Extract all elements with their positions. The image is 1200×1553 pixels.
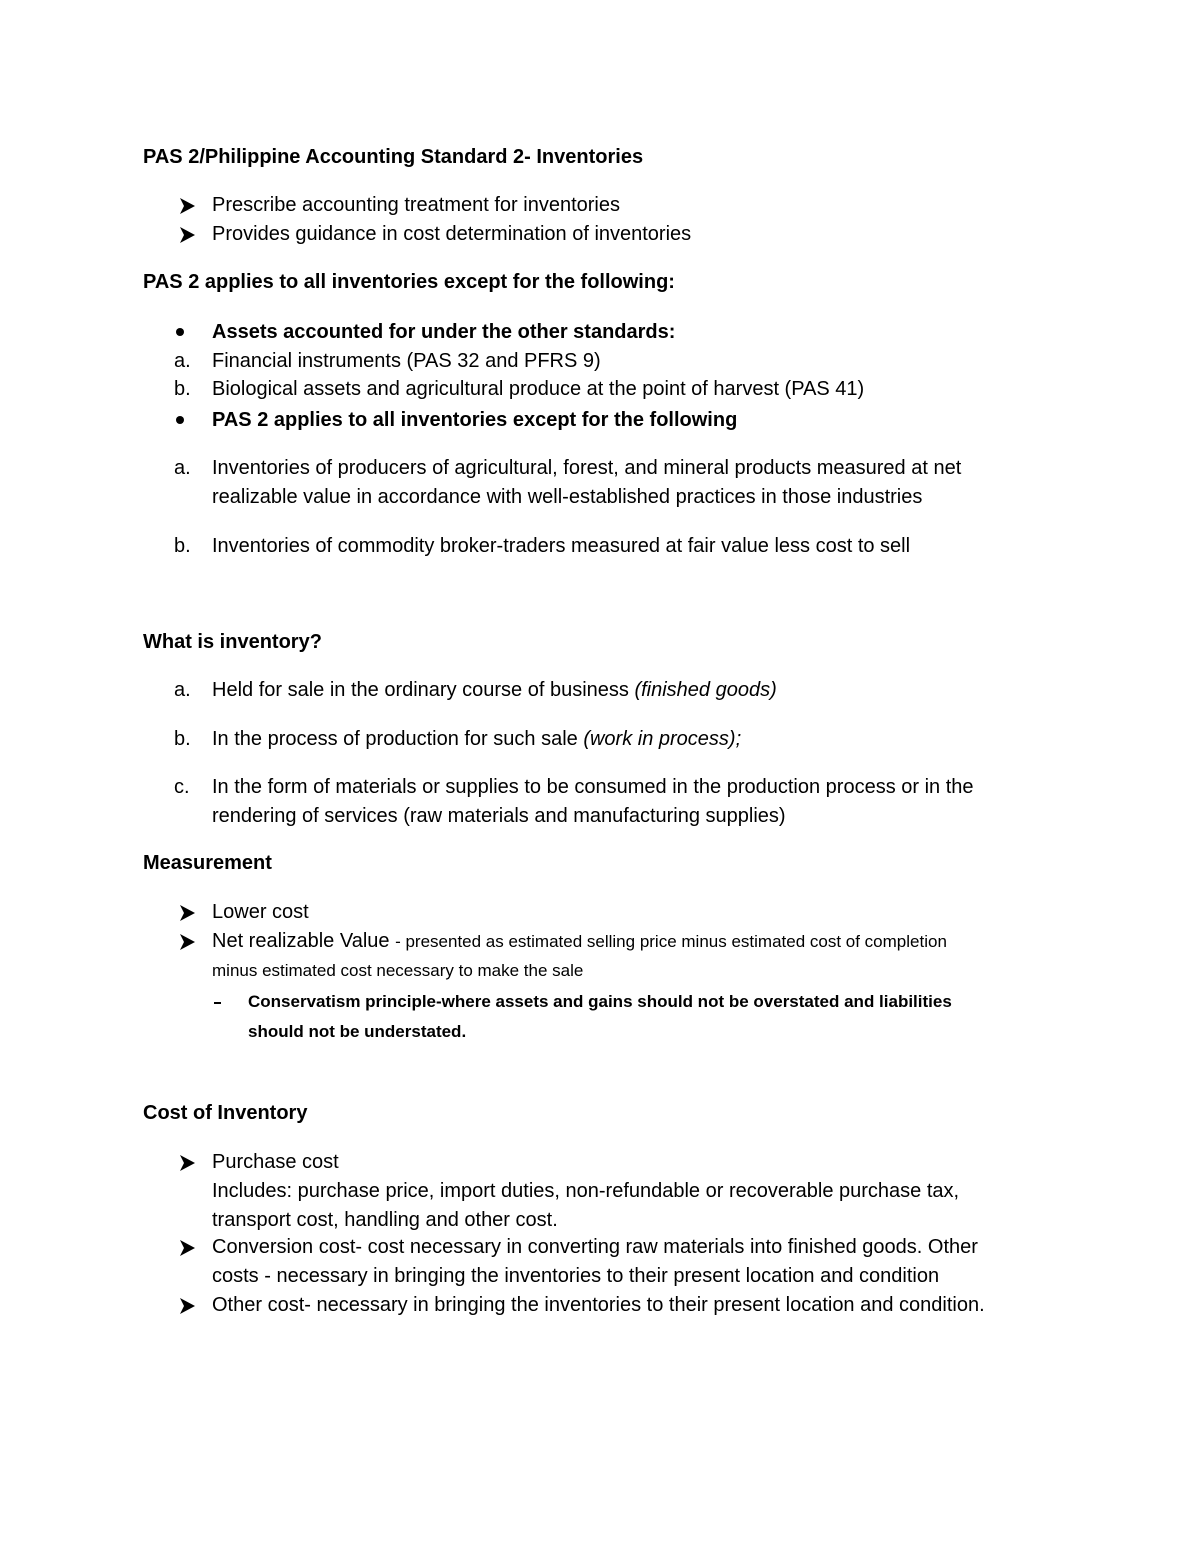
what-item-text: In the process of production for such sale: [212, 728, 584, 750]
list-marker: c.: [174, 776, 190, 798]
what-item: In the form of materials or supplies to be consumed in the production process or in the: [212, 776, 974, 798]
list-marker: a.: [174, 679, 191, 701]
scope-bullet: Assets accounted for under the other standards:: [212, 321, 676, 343]
what-heading: What is inventory?: [143, 631, 322, 653]
cost-item-continued: Includes: purchase price, import duties, non-refundable or recoverable purchase tax,: [212, 1180, 960, 1202]
scope-bullet: PAS 2 applies to all inventories except for the following: [212, 409, 738, 431]
list-marker: b.: [174, 728, 191, 750]
what-item-text: Held for sale in the ordinary course of business: [212, 679, 635, 701]
measurement-subitem: Conservatism principle-where assets and gains should not be overstated and liabilities: [248, 992, 952, 1011]
scope-item: Financial instruments (PAS 32 and PFRS 9): [212, 350, 601, 372]
cost-item: Other cost- necessary in bringing the inventories to their present location and condition.: [212, 1294, 985, 1316]
bullet-dot-icon: [176, 416, 184, 424]
what-item: [212, 726, 741, 752]
scope-item-continued: realizable value in accordance with well-established practices in those industries: [212, 486, 923, 508]
bullet-dot-icon: [176, 328, 184, 336]
what-item-italic: (work in process);: [583, 728, 742, 750]
measurement-heading: Measurement: [143, 852, 272, 874]
cost-item: Conversion cost- cost necessary in converting raw materials into finished goods. Other: [212, 1236, 978, 1258]
intro-bullet: Prescribe accounting treatment for inventories: [212, 194, 620, 216]
cost-item-continued: transport cost, handling and other cost.: [212, 1209, 558, 1231]
cost-heading: Cost of Inventory: [143, 1102, 308, 1124]
list-marker: a.: [174, 350, 191, 372]
arrow-bullet-icon: [178, 1296, 198, 1316]
scope-heading: PAS 2 applies to all inventories except for the following:: [143, 271, 675, 293]
cost-item: Purchase cost: [212, 1151, 339, 1173]
scope-item: Inventories of commodity broker-traders measured at fair value less cost to sell: [212, 535, 911, 557]
scope-item: Inventories of producers of agricultural, forest, and mineral products measured at net: [212, 457, 962, 479]
arrow-bullet-icon: [178, 903, 198, 923]
measurement-item: Lower cost: [212, 901, 309, 923]
cost-item-continued: costs - necessary in bringing the inventories to their present location and condition: [212, 1265, 940, 1287]
measurement-label: Net realizable Value: [212, 930, 396, 952]
list-marker: b.: [174, 535, 191, 557]
arrow-bullet-icon: [178, 1238, 198, 1258]
measurement-item: [212, 928, 947, 955]
arrow-bullet-icon: [178, 225, 198, 245]
arrow-bullet-icon: [178, 196, 198, 216]
list-marker: b.: [174, 378, 191, 400]
arrow-bullet-icon: [178, 1153, 198, 1173]
intro-bullet: Provides guidance in cost determination of inventories: [212, 223, 692, 245]
measurement-subitem-continued: should not be understated.: [248, 1022, 467, 1041]
measurement-desc-continued: minus estimated cost necessary to make the sale: [212, 961, 584, 980]
what-item-continued: rendering of services (raw materials and manufacturing supplies): [212, 805, 786, 827]
list-marker: a.: [174, 457, 191, 479]
scope-item: Biological assets and agricultural produce at the point of harvest (PAS 41): [212, 378, 865, 400]
dash-bullet-icon: [214, 1002, 221, 1004]
page-title: PAS 2/Philippine Accounting Standard 2- Inventories: [143, 146, 644, 168]
measurement-desc: - presented as estimated selling price minus estimated cost of completion: [395, 932, 947, 951]
what-item-italic: (finished goods): [634, 679, 777, 701]
arrow-bullet-icon: [178, 932, 198, 952]
what-item: [212, 677, 777, 703]
